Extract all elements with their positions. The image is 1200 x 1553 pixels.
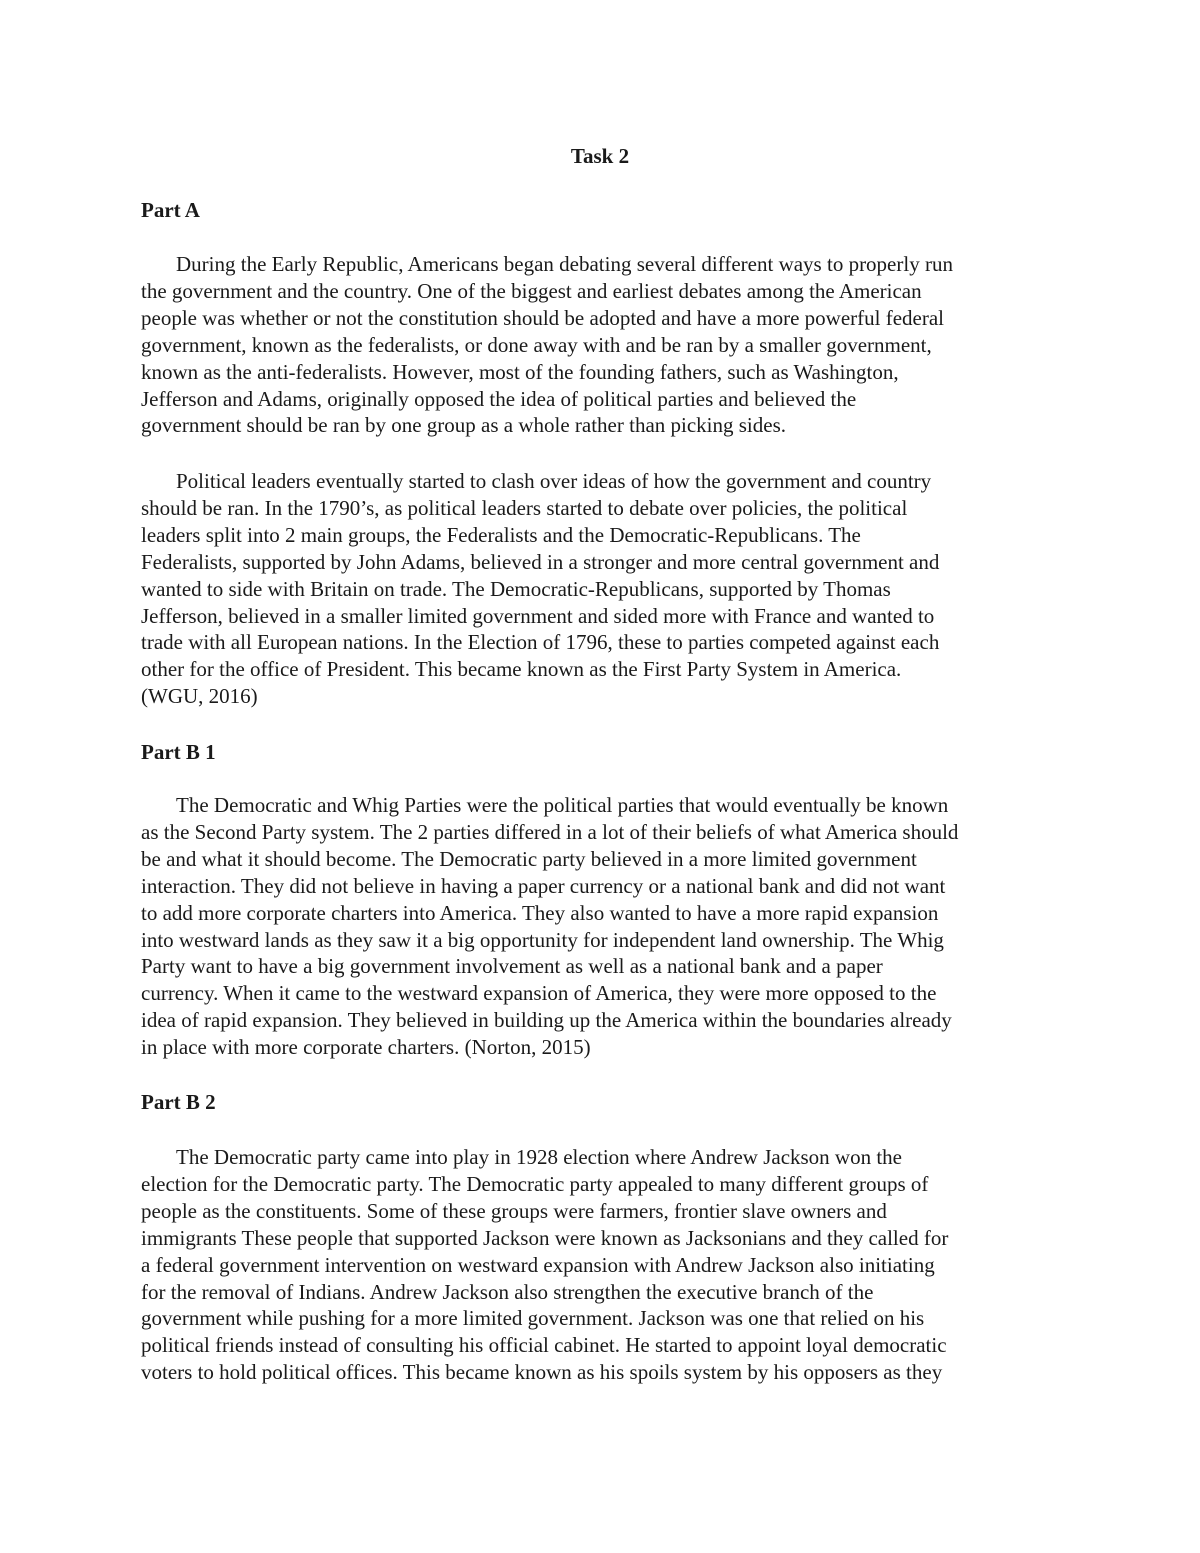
text-line: in place with more corporate charters. (Norton, 2015): [141, 1035, 591, 1060]
text-line: Jefferson and Adams, originally opposed the idea of political parties and believed the: [141, 386, 857, 411]
text-line: Federalists, supported by John Adams, believed in a stronger and more central government and: [141, 549, 940, 574]
document-title: Task 2: [570, 144, 630, 168]
text-line: to add more corporate charters into America. They also wanted to have a more rapid expansion: [141, 900, 939, 925]
text-line: as the Second Party system. The 2 parties differed in a lot of their beliefs of what America should: [141, 819, 959, 844]
text-line: other for the office of President. This became known as the First Party System in America.: [141, 657, 902, 682]
text-line: be and what it should become. The Democratic party believed in a more limited government: [141, 846, 917, 871]
text-line: wanted to side with Britain on trade. The Democratic-Republicans, supported by Thomas: [141, 576, 891, 601]
paragraph-part-a-2: [141, 468, 1061, 710]
text-line: government while pushing for a more limited government. Jackson was one that relied on his: [141, 1306, 925, 1331]
text-line: Political leaders eventually started to clash over ideas of how the government and country: [176, 469, 932, 493]
text-line: for the removal of Indians. Andrew Jackson also strengthen the executive branch of the: [141, 1279, 874, 1304]
section-heading-part-b1: Part B 1: [141, 740, 216, 764]
text-line: Jefferson, believed in a smaller limited government and sided more with France and wanted to: [141, 603, 935, 628]
text-line: The Democratic party came into play in 1928 election where Andrew Jackson won the: [176, 1145, 903, 1169]
text-line: trade with all European nations. In the Election of 1796, these to parties competed against each: [141, 630, 940, 655]
text-line: government should be ran by one group as a whole rather than picking sides.: [141, 413, 787, 438]
text-line: into westward lands as they saw it a big opportunity for independent land ownership. The Whig: [141, 927, 944, 952]
text-line: interaction. They did not believe in having a paper currency or a national bank and did not want: [141, 873, 946, 898]
text-line: currency. When it came to the westward expansion of America, they were more opposed to the: [141, 981, 937, 1006]
text-line: political friends instead of consulting his official cabinet. He started to appoint loyal democratic: [141, 1333, 947, 1358]
text-line: During the Early Republic, Americans began debating several different ways to properly run: [176, 252, 953, 276]
text-line: voters to hold political offices. This became known as his spoils system by his opposers as they: [141, 1360, 943, 1385]
paragraph-part-b2: [141, 1144, 1061, 1386]
text-line: election for the Democratic party. The Democratic party appealed to many different groups of: [141, 1171, 929, 1196]
text-line: should be ran. In the 1790’s, as political leaders started to debate over policies, the political: [141, 495, 908, 520]
section-heading-part-a: Part A: [141, 198, 200, 222]
text-line: idea of rapid expansion. They believed in building up the America within the boundaries already: [141, 1008, 952, 1033]
paragraph-part-b1: [141, 792, 1061, 1061]
text-line: leaders split into 2 main groups, the Federalists and the Democratic-Republicans. The: [141, 522, 861, 547]
text-line: people was whether or not the constitution should be adopted and have a more powerful federal: [141, 305, 944, 330]
text-line: government, known as the federalists, or done away with and be ran by a smaller government,: [141, 332, 932, 357]
paragraph-part-a-1: [141, 251, 1061, 439]
text-line: immigrants These people that supported Jackson were known as Jacksonians and they called for: [141, 1225, 949, 1250]
text-line: The Democratic and Whig Parties were the political parties that would eventually be known: [176, 793, 949, 817]
section-heading-part-b2: Part B 2: [141, 1090, 216, 1114]
text-line: known as the anti-federalists. However, most of the founding fathers, such as Washington,: [141, 359, 899, 384]
text-line: (WGU, 2016): [141, 684, 258, 709]
text-line: a federal government intervention on westward expansion with Andrew Jackson also initiating: [141, 1252, 935, 1277]
text-line: the government and the country. One of the biggest and earliest debates among the American: [141, 278, 922, 303]
text-line: Party want to have a big government involvement as well as a national bank and a paper: [141, 954, 883, 979]
text-line: people as the constituents. Some of these groups were farmers, frontier slave owners and: [141, 1198, 887, 1223]
